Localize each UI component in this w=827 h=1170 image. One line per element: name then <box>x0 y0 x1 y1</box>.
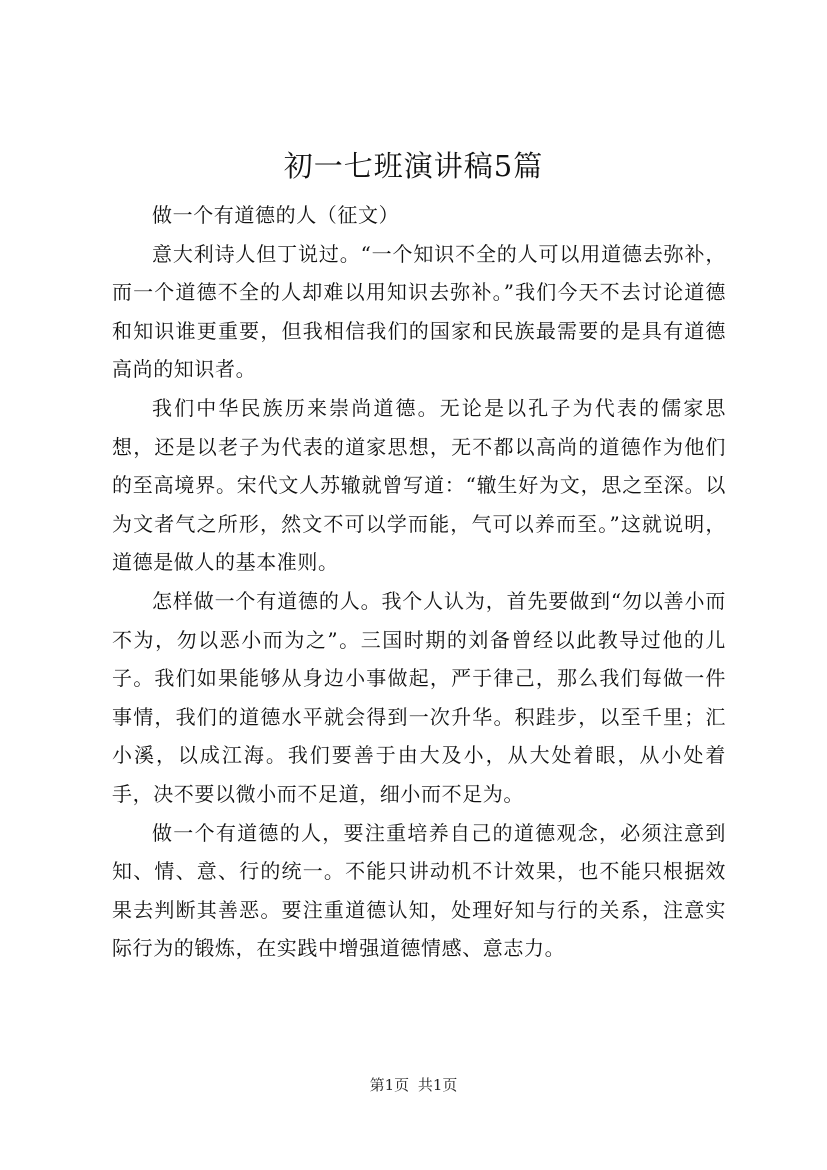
document-title: 初一七班演讲稿5篇 <box>283 149 544 183</box>
page-footer <box>0 1074 827 1096</box>
essay-subtitle: 做一个有道德的人（征文） <box>152 203 400 227</box>
document-body <box>112 196 726 968</box>
paragraph: 怎样做一个有道德的人。我个人认为，首先要做到“勿以善小而不为，勿以恶小而为之”。三国时期的刘备曾经以此教导过他的儿子。我们如果能够从身边小事做起，严于律己，那么我们每做一件事情，我们的道德水平就会得到一次升华。积跬步，以至千里；汇小溪，以成江海。我们要善于由大及小，从大处着眼，从小处着手，决不要以微小而不足道，细小而不足为。 <box>112 588 726 806</box>
page-total: 共1页 <box>417 1076 458 1094</box>
paragraph: 我们中华民族历来崇尚道德。无论是以孔子为代表的儒家思想，还是以老子为代表的道家思想，无不都以高尚的道德作为他们的至高境界。宋代文人苏辙就曾写道：“辙生好为文，思之至深。以为文者气之所形，然文不可以学而能，气可以养而至。”这就说明，道德是做人的基本准则。 <box>112 395 726 575</box>
page-number: 第1页 <box>369 1076 410 1094</box>
paragraph: 意大利诗人但丁说过。“一个知识不全的人可以用道德去弥补，而一个道德不全的人却难以用知识去弥补。”我们今天不去讨论道德和知识谁更重要，但我相信我们的国家和民族最需要的是具有道德高尚的知识者。 <box>112 241 726 382</box>
paragraph: 做一个有道德的人，要注重培养自己的道德观念，必须注意到知、情、意、行的统一。不能只讲动机不计效果，也不能只根据效果去判断其善恶。要注重道德认知，处理好知与行的关系，注意实际行为的锻炼，在实践中增强道德情感、意志力。 <box>112 820 726 961</box>
